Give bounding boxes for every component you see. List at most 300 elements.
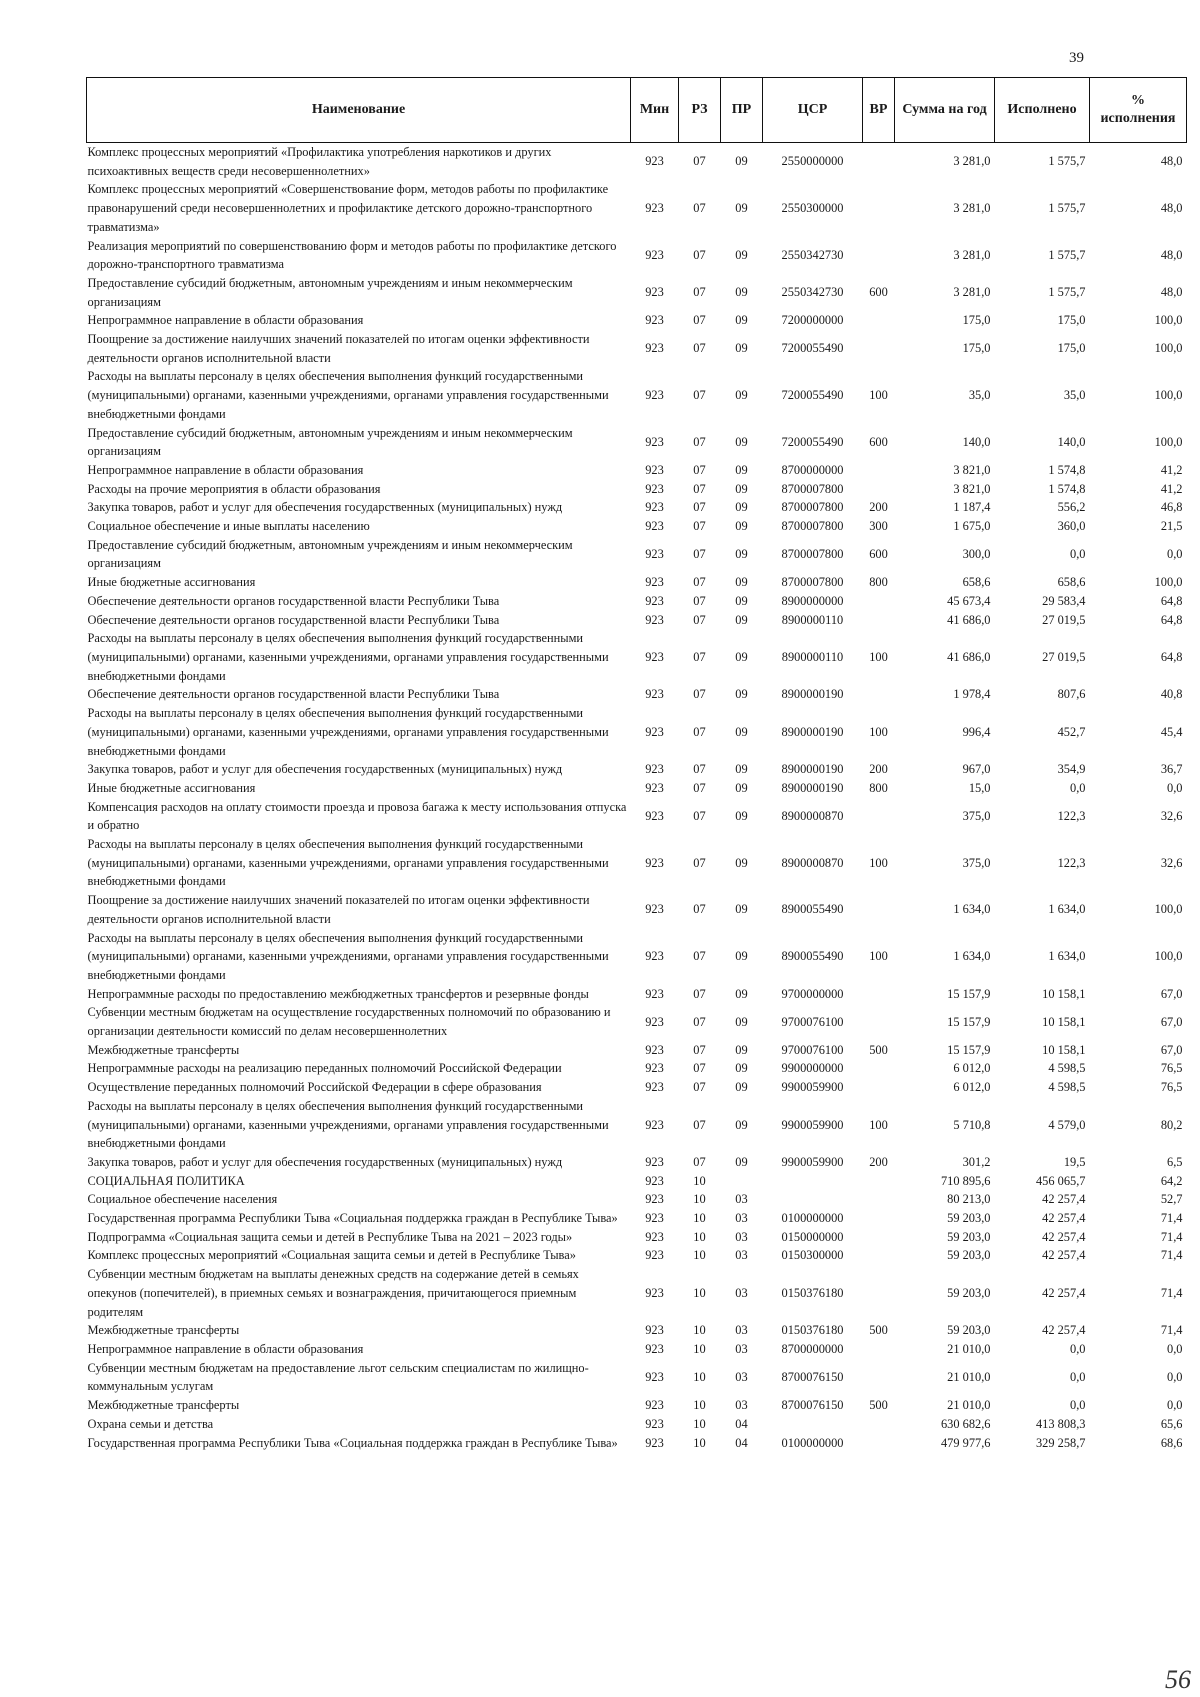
- table-row: [87, 143, 1187, 181]
- cell-sum: 80 213,0: [947, 1192, 991, 1207]
- cell-pct: 0,0: [1167, 547, 1183, 562]
- cell-pct: 48,0: [1160, 285, 1183, 300]
- cell-sum: 710 895,6: [940, 1173, 991, 1188]
- cell-rz: 07: [693, 313, 706, 328]
- cell-name: Межбюджетные трансферты: [87, 1323, 240, 1338]
- cell-min: 923: [645, 762, 664, 777]
- cell-min: 923: [645, 855, 664, 870]
- cell-vr: [863, 461, 895, 480]
- cell-sum: 1 634,0: [953, 949, 991, 964]
- table-row: [87, 1228, 1187, 1247]
- cell-done: 27 019,5: [1042, 612, 1086, 627]
- cell-done: 35,0: [1063, 388, 1086, 403]
- cell-min: 923: [645, 612, 664, 627]
- cell-rz: 07: [693, 724, 706, 739]
- cell-min: 923: [645, 519, 664, 534]
- cell-csr: 8700000000: [781, 462, 844, 477]
- cell-vr: 100: [869, 949, 888, 964]
- cell-pr: 04: [735, 1416, 748, 1431]
- cell-vr: [863, 891, 895, 928]
- cell-csr: 7200000000: [781, 313, 844, 328]
- cell-rz: 07: [693, 500, 706, 515]
- cell-rz: 10: [693, 1398, 706, 1413]
- cell-sum: 59 203,0: [947, 1248, 991, 1263]
- table-row: [87, 1246, 1187, 1265]
- cell-sum: 3 281,0: [953, 285, 991, 300]
- cell-name: Субвенции местным бюджетам на выплаты денежных средств на содержание детей в семьях опекунов (попечителей), в приемных семьях и вознаграждения, причитающегося приемным родителям: [87, 1267, 579, 1319]
- cell-min: 923: [645, 388, 664, 403]
- cell-rz: 07: [693, 612, 706, 627]
- cell-pct: 64,8: [1160, 593, 1183, 608]
- table-row: [87, 536, 1187, 573]
- cell-done: 42 257,4: [1042, 1211, 1086, 1226]
- cell-min: 923: [645, 313, 664, 328]
- cell-vr: [863, 1359, 895, 1396]
- table-row: [87, 760, 1187, 779]
- cell-sum: 59 203,0: [947, 1285, 991, 1300]
- cell-pct: 48,0: [1160, 201, 1183, 216]
- cell-pct: 52,7: [1160, 1192, 1183, 1207]
- cell-pr: 09: [735, 1117, 748, 1132]
- cell-sum: 41 686,0: [947, 649, 991, 664]
- cell-pr: 03: [735, 1370, 748, 1385]
- cell-min: 923: [645, 575, 664, 590]
- cell-pct: 100,0: [1154, 341, 1183, 356]
- table-row: [87, 1434, 1187, 1453]
- cell-sum: 375,0: [962, 855, 991, 870]
- cell-name: Субвенции местным бюджетам на предоставление льгот сельским специалистам по жилищно-коммунальным услугам: [87, 1360, 589, 1394]
- cell-pr: 03: [735, 1285, 748, 1300]
- cell-min: 923: [645, 902, 664, 917]
- cell-pct: 67,0: [1160, 1042, 1183, 1057]
- cell-name: Расходы на выплаты персоналу в целях обеспечения выполнения функций государственными (муниципальными) органами, казенными учреждениями, органами управления государственными внебюджетными фондами: [87, 1098, 609, 1151]
- cell-sum: 15 157,9: [947, 1014, 991, 1029]
- cell-name: Межбюджетные трансферты: [87, 1042, 240, 1057]
- cell-rz: 07: [693, 1117, 706, 1132]
- cell-done: 1 575,7: [1048, 247, 1086, 262]
- cell-done: 452,7: [1057, 724, 1086, 739]
- cell-pct: 40,8: [1160, 687, 1183, 702]
- cell-done: 413 808,3: [1035, 1416, 1086, 1431]
- cell-rz: 07: [693, 434, 706, 449]
- cell-sum: 175,0: [962, 341, 991, 356]
- cell-csr: 8900000190: [781, 762, 844, 777]
- cell-pct: 0,0: [1167, 1370, 1183, 1385]
- cell-csr: 8900000110: [781, 612, 844, 627]
- table-body: [87, 143, 1187, 1453]
- cell-vr: 200: [869, 762, 888, 777]
- cell-done: 807,6: [1057, 687, 1086, 702]
- cell-sum: 479 977,6: [940, 1435, 991, 1450]
- cell-rz: 10: [693, 1342, 706, 1356]
- cell-rz: 07: [693, 519, 706, 534]
- cell-sum: 15 157,9: [947, 1042, 991, 1057]
- cell-csr: 7200055490: [781, 388, 844, 403]
- cell-name: Непрограммные расходы по предоставлению межбюджетных трансфертов и резервные фонды: [87, 986, 589, 1001]
- cell-vr: [863, 330, 895, 367]
- cell-pr: 09: [735, 434, 748, 449]
- cell-done: 329 258,7: [1035, 1435, 1086, 1450]
- cell-rz: 10: [693, 1285, 706, 1300]
- table-row: [87, 573, 1187, 592]
- cell-pct: 71,4: [1160, 1323, 1183, 1338]
- cell-csr: 8900000000: [781, 593, 844, 608]
- cell-rz: 10: [693, 1229, 706, 1244]
- header-pct: % исполнения: [1090, 78, 1187, 143]
- cell-pr: 09: [735, 154, 748, 169]
- cell-rz: 07: [693, 388, 706, 403]
- cell-pr: 09: [735, 949, 748, 964]
- table-row: [87, 592, 1187, 611]
- cell-name: Закупка товаров, работ и услуг для обеспечения государственных (муниципальных) нужд: [87, 762, 563, 777]
- cell-min: 923: [645, 341, 664, 356]
- cell-pct: 41,2: [1160, 462, 1183, 477]
- cell-csr: [763, 1190, 863, 1209]
- cell-min: 923: [645, 1323, 664, 1338]
- cell-sum: 6 012,0: [953, 1080, 991, 1095]
- cell-pct: 67,0: [1160, 986, 1183, 1001]
- cell-pr: 09: [735, 500, 748, 515]
- cell-vr: [863, 592, 895, 611]
- cell-vr: [863, 143, 895, 181]
- cell-pr: 03: [735, 1323, 748, 1338]
- cell-vr: [863, 1434, 895, 1453]
- table-row: [87, 798, 1187, 835]
- cell-min: 923: [645, 649, 664, 664]
- cell-csr: 2550342730: [781, 285, 844, 300]
- table-row: [87, 1041, 1187, 1060]
- cell-min: 923: [645, 1042, 664, 1057]
- cell-rz: 07: [693, 1061, 706, 1076]
- table-row: [87, 779, 1187, 798]
- cell-rz: 10: [693, 1435, 706, 1450]
- cell-name: Государственная программа Республики Тыва «Социальная поддержка граждан в Республике Тыва»: [87, 1211, 618, 1226]
- table-row: [87, 704, 1187, 760]
- cell-csr: 8900000190: [781, 780, 844, 795]
- cell-rz: 07: [693, 986, 706, 1001]
- cell-rz: 07: [693, 649, 706, 664]
- table-row: [87, 1153, 1187, 1172]
- cell-csr: 2550300000: [781, 201, 844, 216]
- cell-min: 923: [645, 1061, 664, 1076]
- cell-min: 923: [645, 780, 664, 795]
- cell-pr: 09: [735, 519, 748, 534]
- cell-sum: 3 281,0: [953, 154, 991, 169]
- cell-pct: 100,0: [1154, 902, 1183, 917]
- cell-rz: 07: [693, 687, 706, 702]
- cell-done: 0,0: [1070, 547, 1086, 562]
- cell-rz: 10: [693, 1211, 706, 1226]
- cell-done: 42 257,4: [1042, 1323, 1086, 1338]
- cell-min: 923: [645, 500, 664, 515]
- cell-vr: [863, 1209, 895, 1228]
- cell-vr: 100: [869, 1117, 888, 1132]
- cell-rz: 07: [693, 762, 706, 777]
- cell-name: Непрограммное направление в области образования: [87, 462, 364, 477]
- cell-pct: 71,4: [1160, 1229, 1183, 1244]
- cell-sum: 300,0: [962, 547, 991, 562]
- header-rz: РЗ: [679, 78, 721, 143]
- cell-vr: [863, 1190, 895, 1209]
- cell-name: Комплекс процессных мероприятий «Профилактика употребления наркотиков и других психоактивных веществ среди несовершеннолетних»: [87, 145, 552, 178]
- cell-sum: 375,0: [962, 808, 991, 823]
- table-row: [87, 1097, 1187, 1153]
- cell-sum: 175,0: [962, 313, 991, 328]
- cell-pct: 100,0: [1154, 388, 1183, 403]
- cell-csr: 9900059900: [781, 1080, 844, 1095]
- cell-done: 456 065,7: [1035, 1173, 1086, 1188]
- table-row: [87, 1190, 1187, 1209]
- cell-done: 1 575,7: [1048, 154, 1086, 169]
- cell-csr: 8900055490: [781, 902, 844, 917]
- cell-vr: [863, 1059, 895, 1078]
- table-row: [87, 1172, 1187, 1191]
- cell-rz: 07: [693, 902, 706, 917]
- cell-pr: 09: [735, 1061, 748, 1076]
- cell-done: 42 257,4: [1042, 1285, 1086, 1300]
- cell-pr: 09: [735, 986, 748, 1001]
- cell-pr: 09: [735, 687, 748, 702]
- cell-csr: [763, 1415, 863, 1434]
- cell-min: 923: [645, 986, 664, 1001]
- cell-done: 175,0: [1057, 313, 1086, 328]
- cell-pct: 76,5: [1160, 1061, 1183, 1076]
- cell-name: Подпрограмма «Социальная защита семьи и детей в Республике Тыва на 2021 – 2023 годы»: [87, 1229, 573, 1244]
- cell-done: 10 158,1: [1042, 1042, 1086, 1057]
- cell-pr: 03: [735, 1342, 748, 1356]
- cell-sum: 59 203,0: [947, 1323, 991, 1338]
- cell-min: 923: [645, 593, 664, 608]
- cell-pct: 80,2: [1160, 1117, 1183, 1132]
- cell-name: Непрограммные расходы на реализацию переданных полномочий Российской Федерации: [87, 1061, 562, 1076]
- cell-pct: 0,0: [1167, 1342, 1183, 1356]
- cell-pct: 100,0: [1154, 313, 1183, 328]
- cell-pct: 64,8: [1160, 649, 1183, 664]
- cell-vr: [863, 611, 895, 630]
- cell-done: 42 257,4: [1042, 1229, 1086, 1244]
- cell-pr: 03: [735, 1229, 748, 1244]
- cell-pct: 76,5: [1160, 1080, 1183, 1095]
- cell-min: 923: [645, 1342, 664, 1356]
- cell-pr: 09: [735, 313, 748, 328]
- cell-name: Социальное обеспечение и иные выплаты населению: [87, 519, 370, 534]
- cell-pct: 64,2: [1160, 1173, 1183, 1188]
- cell-min: 923: [645, 1080, 664, 1095]
- cell-csr: [763, 1172, 863, 1191]
- cell-name: Комплекс процессных мероприятий «Совершенствование форм, методов работы по профилактике правонарушений среди несовершеннолетних и профилактике детского дорожно-транспортного травматизма»: [87, 182, 609, 234]
- cell-name: Охрана семьи и детства: [87, 1416, 214, 1431]
- table-row: [87, 929, 1187, 985]
- cell-pct: 100,0: [1154, 949, 1183, 964]
- cell-pct: 71,4: [1160, 1211, 1183, 1226]
- table-row: [87, 330, 1187, 367]
- table-row: [87, 1265, 1187, 1321]
- cell-name: Иные бюджетные ассигнования: [87, 575, 256, 590]
- cell-vr: [863, 180, 895, 236]
- cell-vr: 100: [869, 388, 888, 403]
- cell-sum: 21 010,0: [947, 1370, 991, 1385]
- cell-rz: 07: [693, 1154, 706, 1169]
- cell-name: Предоставление субсидий бюджетным, автономным учреждениям и иным некоммерческим организациям: [87, 537, 573, 571]
- table-row: [87, 1396, 1187, 1415]
- cell-min: 923: [645, 154, 664, 169]
- table-row: [87, 311, 1187, 330]
- cell-name: Осуществление переданных полномочий Российской Федерации в сфере образования: [87, 1080, 542, 1095]
- header-name: Наименование: [87, 78, 631, 143]
- cell-min: 923: [645, 434, 664, 449]
- cell-pct: 100,0: [1154, 575, 1183, 590]
- cell-pr: 09: [735, 388, 748, 403]
- cell-vr: [863, 1415, 895, 1434]
- table-row: [87, 367, 1187, 423]
- cell-done: 42 257,4: [1042, 1248, 1086, 1263]
- page-number: 39: [1069, 50, 1084, 66]
- cell-pct: 71,4: [1160, 1285, 1183, 1300]
- cell-pr: [721, 1172, 763, 1191]
- cell-vr: 200: [869, 1154, 888, 1169]
- cell-rz: 10: [693, 1173, 706, 1188]
- cell-csr: 2550000000: [781, 154, 844, 169]
- cell-name: Государственная программа Республики Тыва «Социальная поддержка граждан в Республике Тыва»: [87, 1435, 618, 1450]
- table-row: [87, 1003, 1187, 1040]
- cell-rz: 07: [693, 462, 706, 477]
- cell-pct: 46,8: [1160, 500, 1183, 515]
- cell-pr: 09: [735, 575, 748, 590]
- cell-sum: 1 675,0: [953, 519, 991, 534]
- cell-rz: 10: [693, 1370, 706, 1385]
- cell-csr: 8700076150: [781, 1370, 844, 1385]
- cell-name: Расходы на выплаты персоналу в целях обеспечения выполнения функций государственными (муниципальными) органами, казенными учреждениями, органами управления государственными внебюджетными фондами: [87, 369, 609, 421]
- cell-csr: 9900059900: [781, 1117, 844, 1132]
- cell-pr: 09: [735, 1042, 748, 1057]
- cell-done: 4 579,0: [1048, 1117, 1086, 1132]
- cell-pr: 03: [735, 1248, 748, 1263]
- cell-done: 0,0: [1070, 1398, 1086, 1413]
- cell-vr: 500: [869, 1042, 888, 1057]
- header-pr: ПР: [721, 78, 763, 143]
- cell-rz: 07: [693, 1080, 706, 1095]
- table-row: [87, 1321, 1187, 1340]
- cell-rz: 10: [693, 1248, 706, 1263]
- cell-pr: 09: [735, 462, 748, 477]
- cell-sum: 1 187,4: [953, 500, 991, 515]
- cell-done: 0,0: [1070, 780, 1086, 795]
- cell-name: Обеспечение деятельности органов государственной власти Республики Тыва: [87, 593, 500, 608]
- cell-min: 923: [645, 1285, 664, 1300]
- table-row: [87, 1359, 1187, 1396]
- cell-name: Расходы на выплаты персоналу в целях обеспечения выполнения функций государственными (муниципальными) органами, казенными учреждениями, органами управления государственными внебюджетными фондами: [87, 631, 609, 683]
- cell-min: 923: [645, 247, 664, 262]
- cell-done: 354,9: [1057, 762, 1086, 777]
- cell-sum: 15 157,9: [947, 986, 991, 1001]
- cell-pct: 32,6: [1160, 808, 1183, 823]
- cell-csr: 8700007800: [781, 481, 844, 496]
- cell-sum: 3 821,0: [953, 481, 991, 496]
- header-done: Исполнено: [995, 78, 1090, 143]
- cell-pr: 09: [735, 762, 748, 777]
- cell-vr: [863, 798, 895, 835]
- cell-vr: 100: [869, 724, 888, 739]
- cell-done: 0,0: [1070, 1370, 1086, 1385]
- cell-rz: 07: [693, 575, 706, 590]
- cell-done: 556,2: [1057, 500, 1086, 515]
- cell-name: Иные бюджетные ассигнования: [87, 780, 256, 795]
- cell-done: 19,5: [1063, 1154, 1086, 1169]
- cell-csr: 8700007800: [781, 575, 844, 590]
- table-row: [87, 1059, 1187, 1078]
- cell-csr: 0150000000: [781, 1229, 844, 1244]
- cell-name: Поощрение за достижение наилучших значений показателей по итогам оценки эффективности деятельности органов исполнительной власти: [87, 332, 590, 365]
- cell-min: 923: [645, 1248, 664, 1263]
- cell-csr: 0150376180: [781, 1323, 844, 1338]
- cell-sum: 5 710,8: [953, 1117, 991, 1132]
- cell-name: Межбюджетные трансферты: [87, 1398, 240, 1413]
- cell-vr: [863, 1172, 895, 1191]
- table-row: [87, 274, 1187, 311]
- table-row: [87, 1340, 1187, 1359]
- table-row: [87, 629, 1187, 685]
- cell-sum: 630 682,6: [940, 1416, 991, 1431]
- cell-min: 923: [645, 1416, 664, 1431]
- header-min: Мин: [631, 78, 679, 143]
- cell-name: Социальное обеспечение населения: [87, 1192, 278, 1207]
- cell-vr: 800: [869, 780, 888, 795]
- cell-min: 923: [645, 1192, 664, 1207]
- cell-sum: 6 012,0: [953, 1061, 991, 1076]
- cell-pr: 09: [735, 201, 748, 216]
- cell-csr: 8700076150: [781, 1398, 844, 1413]
- table-row: [87, 480, 1187, 499]
- cell-csr: 0100000000: [781, 1211, 844, 1226]
- cell-vr: 600: [869, 547, 888, 562]
- cell-name: Обеспечение деятельности органов государственной власти Республики Тыва: [87, 687, 500, 702]
- cell-name: Комплекс процессных мероприятий «Социальная защита семьи и детей в Республике Тыва»: [87, 1248, 576, 1263]
- cell-vr: 100: [869, 649, 888, 664]
- cell-csr: 0150376180: [781, 1285, 844, 1300]
- cell-vr: 600: [869, 434, 888, 449]
- cell-csr: 8900000870: [781, 808, 844, 823]
- cell-sum: 59 203,0: [947, 1229, 991, 1244]
- cell-pct: 0,0: [1167, 780, 1183, 795]
- cell-vr: [863, 1265, 895, 1321]
- table-row: [87, 611, 1187, 630]
- cell-pct: 48,0: [1160, 247, 1183, 262]
- cell-vr: [863, 985, 895, 1004]
- cell-vr: [863, 480, 895, 499]
- cell-csr: 8700000000: [781, 1342, 844, 1356]
- table-row: [87, 1078, 1187, 1097]
- cell-min: 923: [645, 1398, 664, 1413]
- cell-done: 658,6: [1057, 575, 1086, 590]
- table-row: [87, 1415, 1187, 1434]
- cell-done: 122,3: [1057, 855, 1086, 870]
- cell-name: Предоставление субсидий бюджетным, автономным учреждениям и иным некоммерческим организациям: [87, 425, 573, 459]
- cell-min: 923: [645, 1014, 664, 1029]
- cell-rz: 07: [693, 780, 706, 795]
- cell-csr: 8700007800: [781, 547, 844, 562]
- cell-rz: 07: [693, 285, 706, 300]
- cell-rz: 07: [693, 855, 706, 870]
- cell-vr: 500: [869, 1323, 888, 1338]
- cell-done: 140,0: [1057, 434, 1086, 449]
- table-row: [87, 985, 1187, 1004]
- cell-done: 1 574,8: [1048, 481, 1086, 496]
- cell-pct: 68,6: [1160, 1435, 1183, 1450]
- cell-vr: [863, 311, 895, 330]
- cell-csr: 7200055490: [781, 341, 844, 356]
- cell-rz: 07: [693, 949, 706, 964]
- cell-csr: 0100000000: [781, 1435, 844, 1450]
